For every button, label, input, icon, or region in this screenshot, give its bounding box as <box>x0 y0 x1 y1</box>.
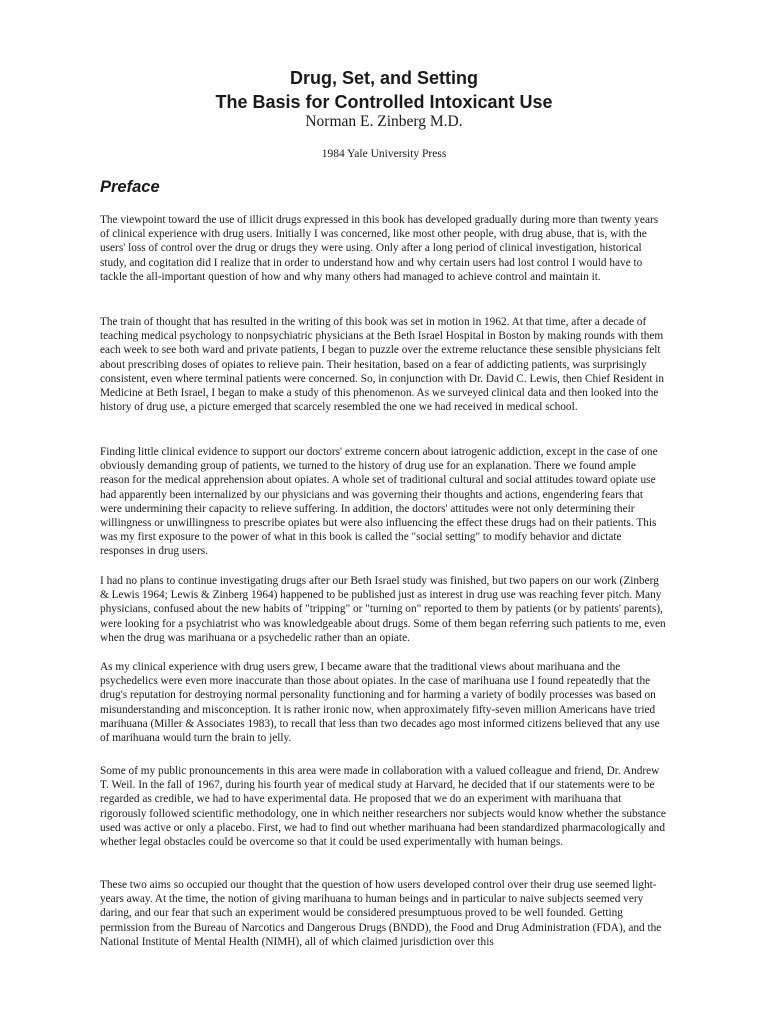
paragraph: I had no plans to continue investigating drugs after our Beth Israel study was finished, but two papers on our work (Zinberg & Lewis 1964; Lewis & Zinberg 1964) happened to be published just as interest in drug use was reaching fever pitch. Many physicians, confused about the new habits of "tripping" or "turning on" reported to them by patients (or by patients' parents), were looking for a psychiatrist who was knowledgeable about drugs. Some of them began referring such patients to me, even when the drug was marihuana or a psychedelic rather than an opiate. <box>100 575 666 644</box>
book-title: Drug, Set, and Setting <box>289 68 478 88</box>
paragraph: These two aims so occupied our thought that the question of how users developed control over their drug use seemed light-years away. At the time, the notion of giving marihuana to human beings and in particular to naive subjects seemed very daring, and our fear that such an experiment would be considered presumptuous proved to be well founded. Getting permission from the Bureau of Narcotics and Dangerous Drugs (BNDD), the Food and Drug Administration (FDA), and the National Institute of Mental Health (NIMH), all of which claimed jurisdiction over this <box>100 879 662 948</box>
paragraph: Finding little clinical evidence to support our doctors' extreme concern about iatrogenic addiction, except in the case of one obviously demanding group of patients, we turned to the history of drug use for an explanation. There we found ample reason for the medical apprehension about opiates. A whole set of traditional cultural and social attitudes toward opiate use had apparently been internalized by our physicians and was governing their thoughts and actions, engendering fears that were undermining their capacity to relieve suffering. In addition, the doctors' attitudes were not only determining their willingness or unwillingness to prescribe opiates but were also influencing the effect these drugs had on their patients. This was my first exposure to the power of what in this book is called the "social setting" to modify behavior and dictate responses in drug users. <box>100 446 658 558</box>
paragraph: Some of my public pronouncements in this area were made in collaboration with a valued colleague and friend, Dr. Andrew T. Weil. In the fall of 1967, during his fourth year of medical study at Harvard, he decided that if our statements were to be regarded as credible, we had to have experimental data. He proposed that we do an experiment with marihuana that rigorously followed scientific methodology, one in which neither researchers nor subjects would know whether the substance used was active or only a placebo. First, we had to find out whether marihuana had been standardized pharmacologically and whether legal obstacles could be overcome so that it could be used experimentally with human beings. <box>100 765 666 849</box>
paragraph: The viewpoint toward the use of illicit drugs expressed in this book has developed gradually during more than twenty years of clinical experience with drug users. Initially I was concerned, like most other people, with drug abuse, that is, with the users' loss of control over the drug or drugs they were using. Only after a long period of clinical investigation, historical study, and cogitation did I realize that in order to understand how and why certain users had lost control I would have to tackle the all-important question of how and why many others had managed to achieve control and maintain it. <box>100 214 659 283</box>
paragraph: The train of thought that has resulted in the writing of this book was set in motion in 1962. At that time, after a decade of teaching medical psychology to nonpsychiatric physicians at the Beth Israel Hospital in Boston by making rounds with them each week to see both ward and private patients, I began to puzzle over the extreme reluctance these sensible physicians felt about prescribing doses of opiates to relieve pain. Their hesitation, based on a fear of addicting patients, was surprisingly consistent, even where terminal patients were concerned. So, in conjunction with Dr. David C. Lewis, then Chief Resident in Medicine at Beth Israel, I began to make a study of this phenomenon. As we surveyed clinical data and then looked into the history of drug use, a picture emerged that scarcely resembled the one we had received in medical school. <box>100 316 665 414</box>
book-subtitle: The Basis for Controlled Intoxicant Use <box>215 92 553 112</box>
paragraph: As my clinical experience with drug users grew, I became aware that the traditional views about marihuana and the psychedelics were even more inaccurate than those about opiates. In the case of marihuana use I found repeatedly that the drug's reputation for destroying normal personality functioning and for harming a variety of bodily processes was based on misunderstanding and misconception. It is rather ironic now, when approximately fifty-seven million Americans have tried marihuana (Miller & Associates 1983), to recall that less than two decades ago most informed citizens believed that any use of marihuana would turn the brain to jelly. <box>100 661 660 745</box>
section-heading-preface: Preface <box>100 178 160 196</box>
author-name: Norman E. Zinberg M.D. <box>305 113 463 130</box>
publisher-line: 1984 Yale University Press <box>321 148 447 160</box>
